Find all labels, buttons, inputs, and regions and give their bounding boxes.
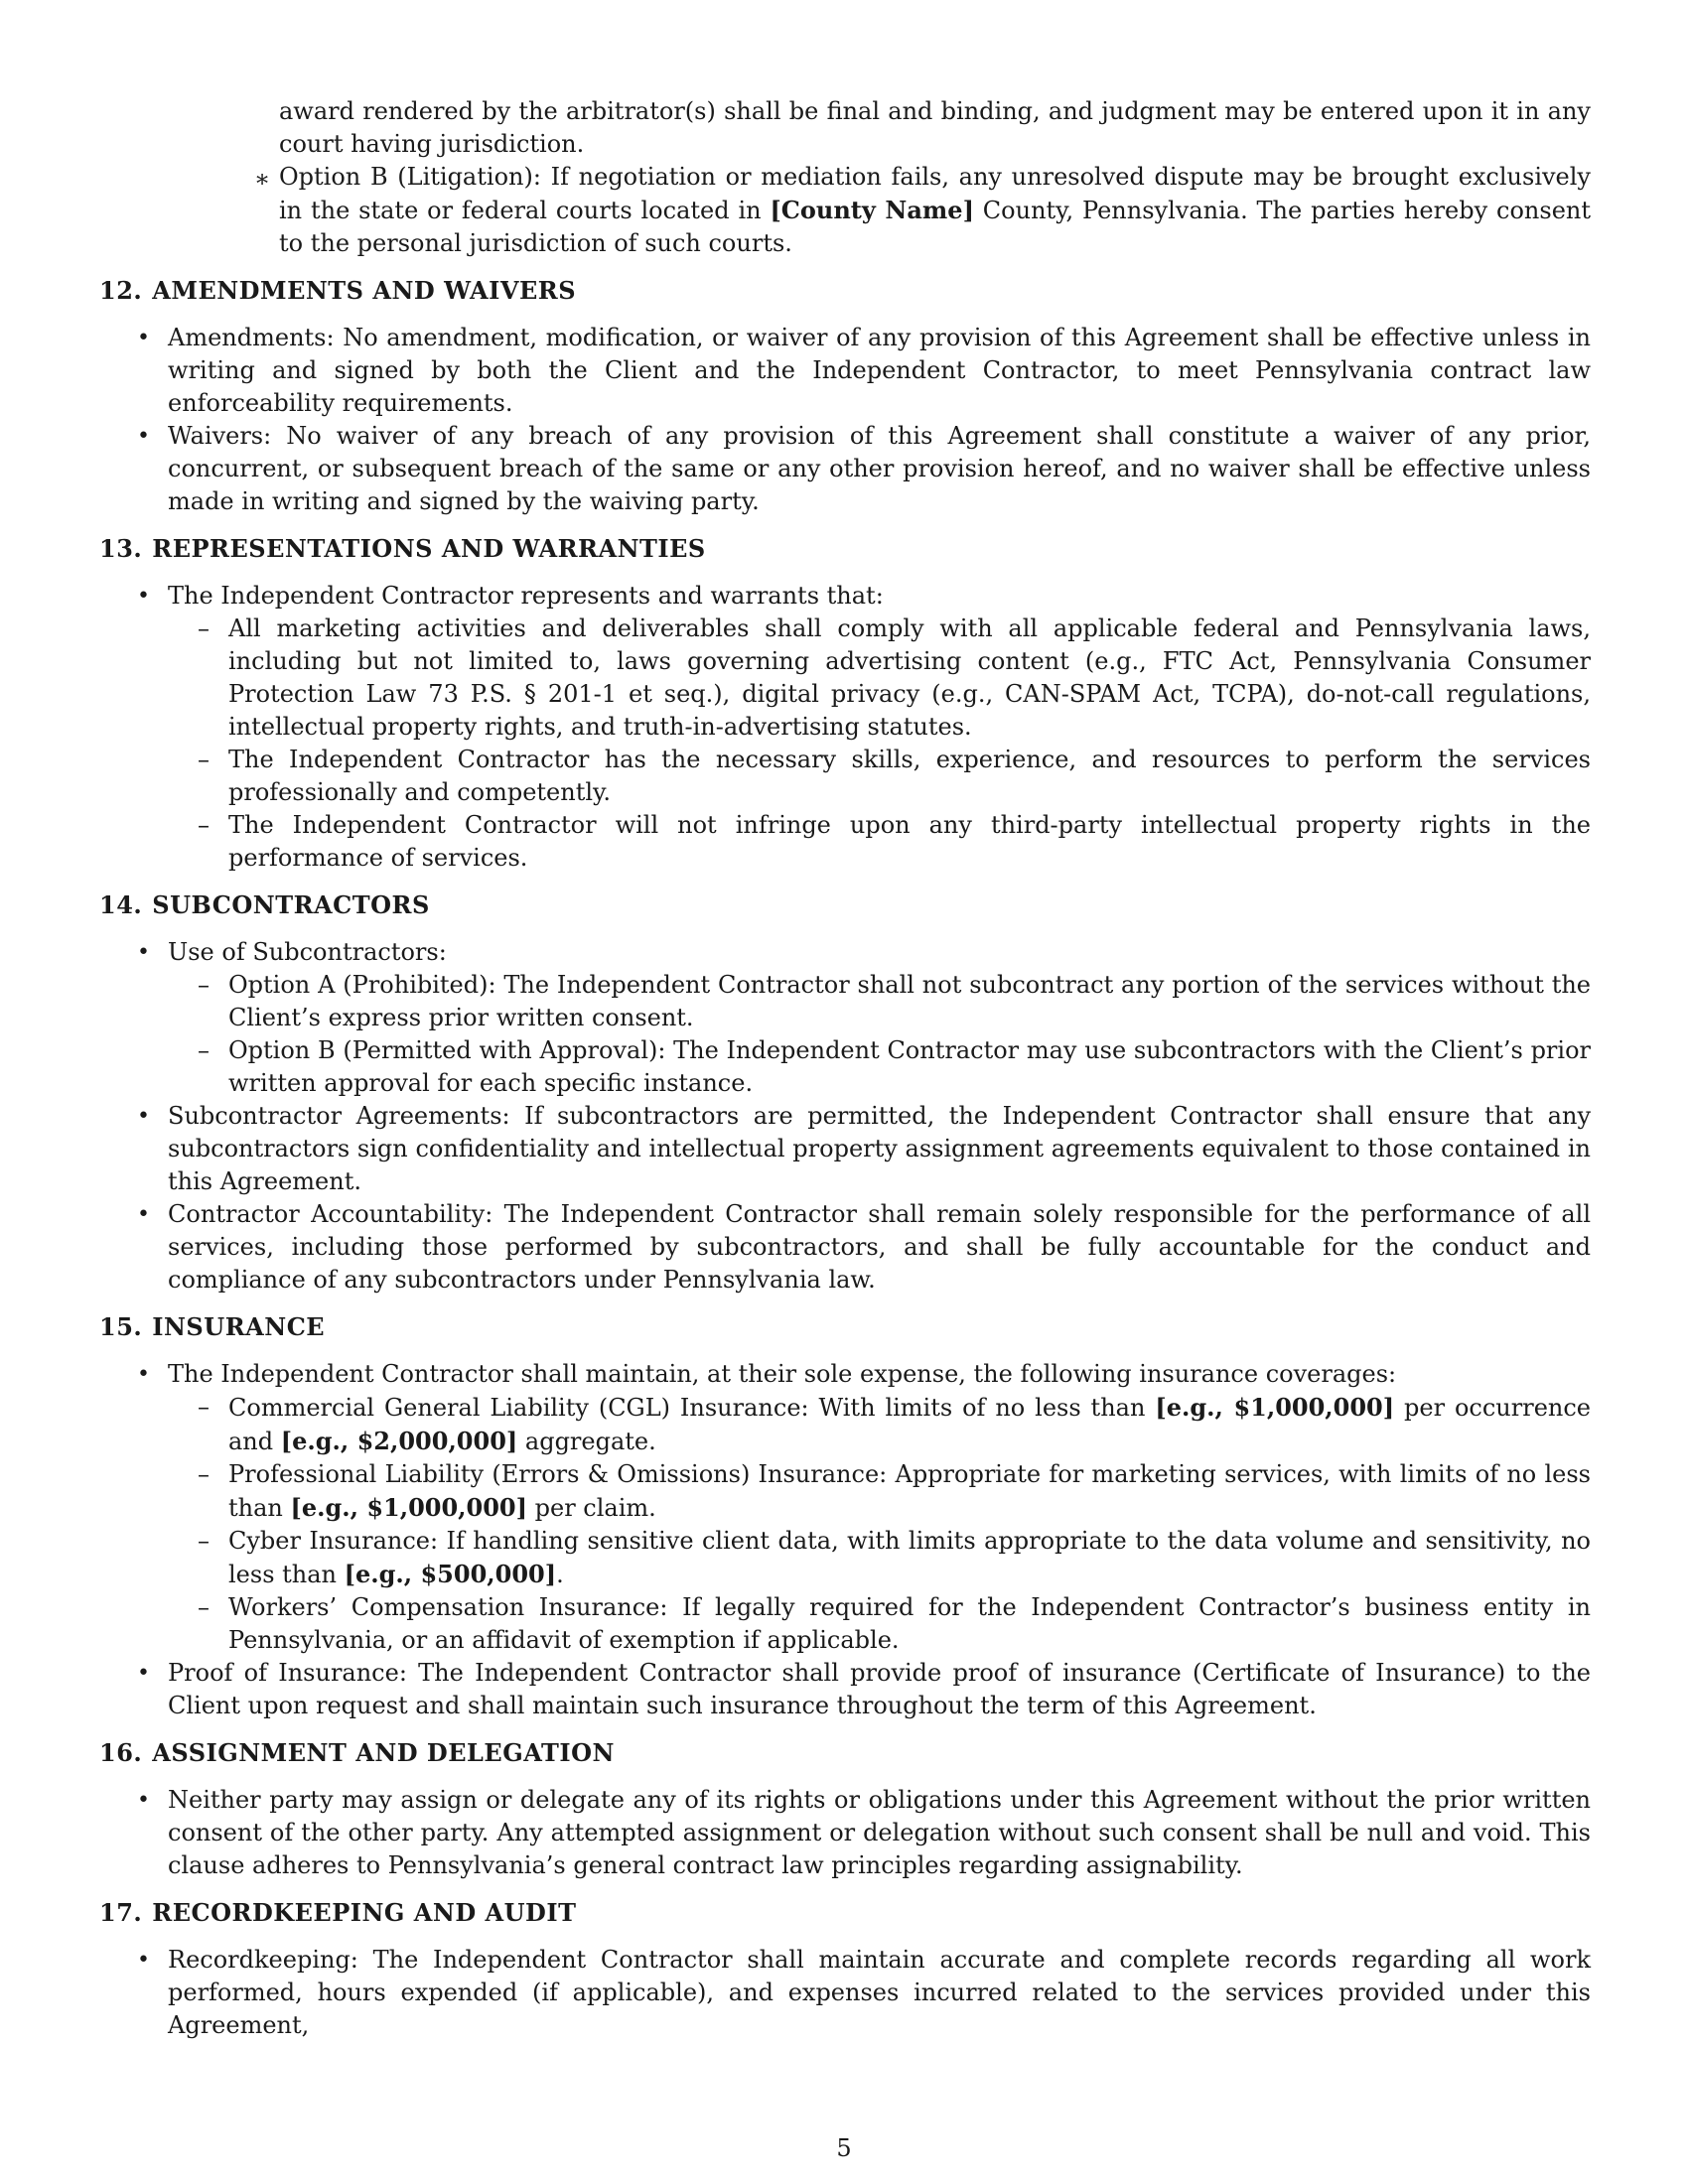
list-item: • The Independent Contractor shall maintain, at their sole expense, the following insurance coverages: – Commercial General Liability (CGL) Insurance: With limits of no less than [e.g., $1,000,000] per occurrence and [e.g., $2,000,000] aggregate. – Professional Liability (Errors & Omissions) Insurance: Appropriate for marketing services, with limits of no less than [e.g., $1,000,000] per claim. – Cyber Insurance: If handling sensitive client data, with limits appropriate to the data volume and sensitivity, no less than [e.g., $500,000]. – Workers’ Compensation Insurance: If legally required for the Independent Contractor’s business entity in Pennsylvania, or an affidavit of exemption if applicable. bbox=[99, 1358, 1591, 1657]
sub-list-item-workers: – Workers’ Compensation Insurance: If legally required for the Independent Contractor’s business entity in Pennsylvania, or an affidavit of exemption if applicable. bbox=[168, 1591, 1591, 1657]
list-item: • Contractor Accountability: The Independent Contractor shall remain solely responsible for the performance of all services, including those performed by subcontractors, and shall be fully accountable for the conduct and compliance of any subcontractors under Pennsylvania law. bbox=[99, 1198, 1591, 1297]
arbitration-text: award rendered by the arbitrator(s) shall be final and binding, and judgment may be entered upon it in any court having jurisdiction. bbox=[279, 97, 1591, 158]
section-15 bbox=[99, 1310, 1591, 1722]
section-heading: 12. AMENDMENTS AND WAIVERS bbox=[99, 276, 577, 305]
section-heading: 17. RECORDKEEPING AND AUDIT bbox=[99, 1898, 577, 1927]
sub-list-item: – Option B (Permitted with Approval): The Independent Contractor may use subcontractors with the Client’s prior written approval for each specific instance. bbox=[168, 1034, 1591, 1100]
section-16 bbox=[99, 1736, 1591, 1882]
asterisk-marker: ∗ bbox=[253, 165, 271, 193]
sub-list-item: – All marketing activities and deliverables shall comply with all applicable federal and Pennsylvania laws, including but not limited to, laws governing advertising content (e.g., FTC Act, Pennsylvania Consumer Protection Law 73 P.S. § 201-1 et seq.), digital privacy (e.g., CAN-SPAM Act, TCPA), do-not-call regulations, intellectual property rights, and truth-in-advertising statutes. bbox=[168, 613, 1591, 744]
section-13 bbox=[99, 532, 1591, 875]
list-item: • Waivers: No waiver of any breach of any provision of this Agreement shall constitute a waiver of any prior, concurrent, or subsequent breach of the same or any other provision hereof, and no waiver shall be effective unless made in writing and signed by the waiving party. bbox=[99, 420, 1591, 518]
document-page bbox=[99, 95, 1591, 2042]
sub-list-item: – The Independent Contractor has the necessary skills, experience, and resources to perform the services professionally and competently. bbox=[168, 744, 1591, 809]
list-item: • Use of Subcontractors: – Option A (Prohibited): The Independent Contractor shall not subcontract any portion of the services without the Client’s express prior written consent. – Option B (Permitted with Approval): The Independent Contractor may use subcontractors with the Client’s prior written approval for each specific instance. bbox=[99, 936, 1591, 1100]
section-heading: 15. INSURANCE bbox=[99, 1312, 326, 1341]
list-item: • The Independent Contractor represents and warrants that: – All marketing activities and deliverables shall comply with all applicable federal and Pennsylvania laws, including but not limited to, laws governing advertising content (e.g., FTC Act, Pennsylvania Consumer Protection Law 73 P.S. § 201-1 et seq.), digital privacy (e.g., CAN-SPAM Act, TCPA), do-not-call regulations, intellectual property rights, and truth-in-advertising statutes. – The Independent Contractor has the necessary skills, experience, and resources to perform the services professionally and competently. – The Independent Contractor will not infringe upon any third-party intellectual property rights in the performance of services. bbox=[99, 580, 1591, 875]
sub-list-item-cgl: – Commercial General Liability (CGL) Insurance: With limits of no less than [e.g., $1,000,000] per occurrence and [e.g., $2,000,000] aggregate. bbox=[168, 1391, 1591, 1458]
arbitration-continuation bbox=[99, 95, 1591, 161]
sub-list-item-cyber: – Cyber Insurance: If handling sensitive client data, with limits appropriate to the data volume and sensitivity, no less than [e.g., $500,000]. bbox=[168, 1525, 1591, 1591]
list-item: • Subcontractor Agreements: If subcontractors are permitted, the Independent Contractor shall ensure that any subcontractors sign confidentiality and intellectual property assignment agreements equivalent to those contained in this Agreement. bbox=[99, 1100, 1591, 1198]
sub-list-item: – Option A (Prohibited): The Independent Contractor shall not subcontract any portion of the services without the Client’s express prior written consent. bbox=[168, 969, 1591, 1034]
sub-list-item-professional: – Professional Liability (Errors & Omissions) Insurance: Appropriate for marketing services, with limits of no less than [e.g., $1,000,000] per claim. bbox=[168, 1458, 1591, 1525]
sub-list-item: – The Independent Contractor will not infringe upon any third-party intellectual property rights in the performance of services. bbox=[168, 809, 1591, 875]
section-heading: 14. SUBCONTRACTORS bbox=[99, 890, 430, 919]
section-12 bbox=[99, 274, 1591, 518]
section-heading: 13. REPRESENTATIONS AND WARRANTIES bbox=[99, 534, 706, 563]
section-heading: 16. ASSIGNMENT AND DELEGATION bbox=[99, 1738, 615, 1767]
list-item: • Proof of Insurance: The Independent Contractor shall provide proof of insurance (Certificate of Insurance) to the Client upon request and shall maintain such insurance throughout the term of this Agreement. bbox=[99, 1657, 1591, 1722]
page-number: 5 bbox=[836, 2134, 852, 2162]
section-14 bbox=[99, 888, 1591, 1297]
list-item: • Neither party may assign or delegate any of its rights or obligations under this Agreement without the prior written consent of the other party. Any attempted assignment or delegation without such consent shall be null and void. This clause adheres to Pennsylvania’s general contract law principles regarding assignability. bbox=[99, 1784, 1591, 1882]
county-name-placeholder: [County Name] bbox=[770, 196, 974, 224]
list-item: • Amendments: No amendment, modification, or waiver of any provision of this Agreement shall be effective unless in writing and signed by both the Client and the Independent Contractor, to meet Pennsylvania contract law enforceability requirements. bbox=[99, 322, 1591, 420]
list-item: • Recordkeeping: The Independent Contractor shall maintain accurate and complete records regarding all work performed, hours expended (if applicable), and expenses incurred related to the services provided under this Agreement, bbox=[99, 1944, 1591, 2042]
option-b-litigation: ∗ Option B (Litigation): If negotiation or mediation fails, any unresolved dispute may be brought exclusively in the state or federal courts located in [County Name] County, Pennsylvania. The parties hereby consent to the personal jurisdiction of such courts. bbox=[99, 161, 1591, 260]
section-17 bbox=[99, 1896, 1591, 2042]
